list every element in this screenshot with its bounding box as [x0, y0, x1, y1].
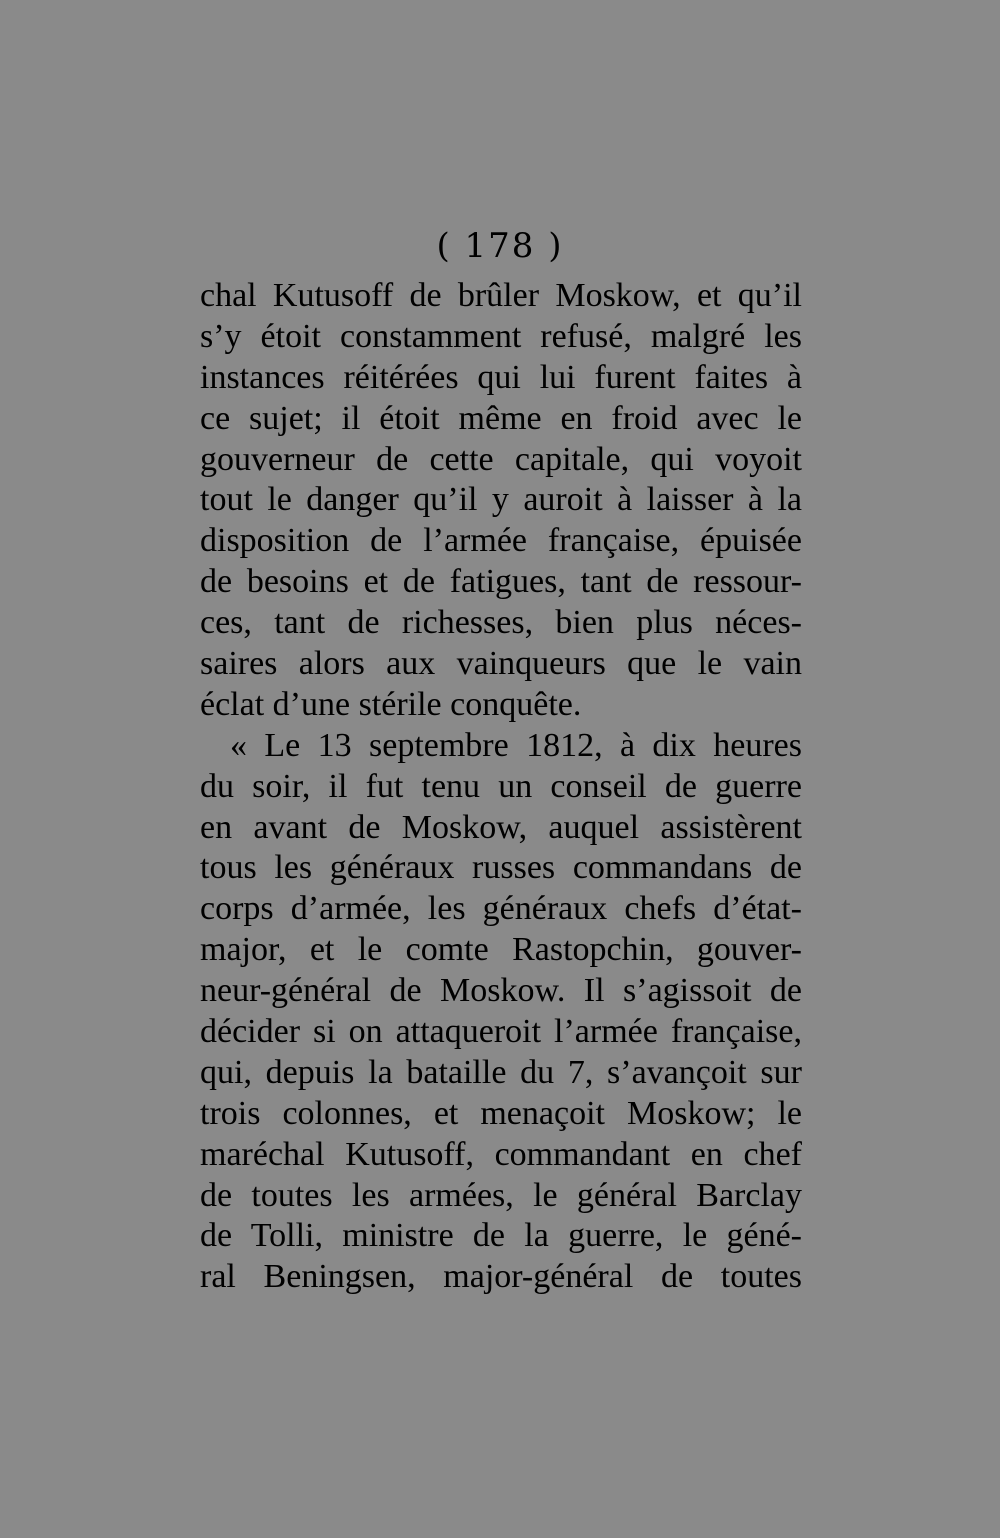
text-line: neur-général de Moskow. Il s’agissoit de — [200, 972, 802, 1010]
text-line: maréchal Kutusoff, commandant en chef — [200, 1135, 802, 1173]
text-line: tout le danger qu’il y auroit à laisser à la — [200, 481, 802, 519]
text-line: trois colonnes, et menaçoit Moskow; le — [200, 1094, 802, 1132]
text-line: qui, depuis la bataille du 7, s’avançoit sur — [200, 1053, 802, 1091]
text-line: de toutes les armées, le général Barclay — [200, 1176, 802, 1214]
text-line: en avant de Moskow, auquel assistèrent — [200, 808, 802, 846]
text-line: du soir, il fut tenu un conseil de guerre — [200, 767, 802, 805]
text-line: tous les généraux russes commandans de — [200, 849, 802, 887]
text-line: corps d’armée, les généraux chefs d’état- — [200, 890, 802, 928]
text-line: chal Kutusoff de brûler Moskow, et qu’il — [200, 277, 802, 314]
text-line: de besoins et de fatigues, tant de ressour- — [200, 563, 802, 601]
text-line: ce sujet; il étoit même en froid avec le — [200, 399, 802, 437]
text-line: « Le 13 septembre 1812, à dix heures — [230, 726, 802, 764]
text-line: major, et le comte Rastopchin, gouver- — [200, 931, 802, 969]
text-line: saires alors aux vainqueurs que le vain — [200, 645, 802, 683]
text-line: instances réitérées qui lui furent faites à — [200, 358, 802, 396]
page-number: ( 178 ) — [436, 226, 564, 266]
text-line: ral Beningsen, major-général de toutes — [200, 1258, 802, 1296]
text-line: disposition de l’armée française, épuisée — [200, 522, 802, 560]
text-line: gouverneur de cette capitale, qui voyoit — [200, 440, 802, 478]
body-text — [200, 276, 802, 1298]
text-line: décider si on attaqueroit l’armée française, — [200, 1013, 802, 1051]
text-line: s’y étoit constamment refusé, malgré les — [200, 317, 802, 355]
text-line: ces, tant de richesses, bien plus néces- — [200, 604, 802, 642]
text-line: de Tolli, ministre de la guerre, le géné- — [200, 1217, 802, 1255]
text-line: éclat d’une stérile conquête. — [200, 685, 582, 723]
